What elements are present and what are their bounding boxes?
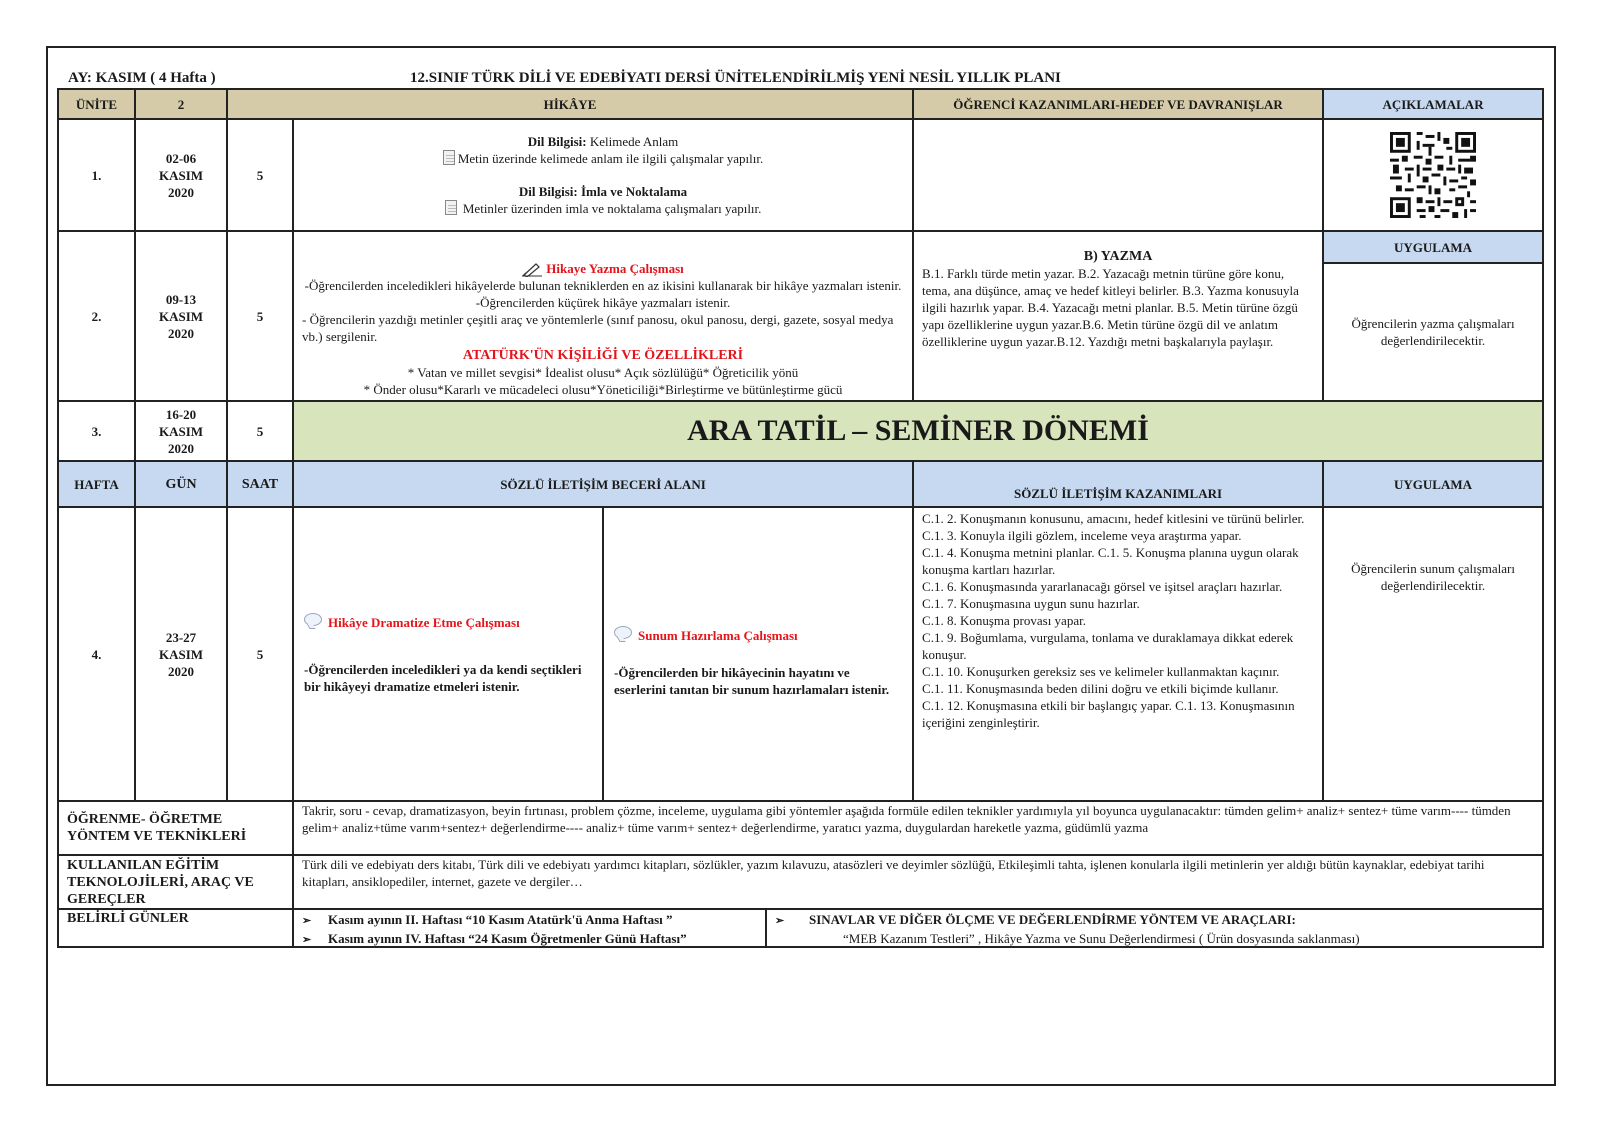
kazanim-item: C.1. 12. Konuşmasına etkili bir başlangıç yapar. C.1. 13. Konuşmasının içeriğini zenginleştirir.: [922, 698, 1295, 730]
arrow-bullet-icon: ➢: [302, 934, 312, 946]
week2-content: [293, 231, 913, 401]
date-month: KASIM: [158, 423, 204, 439]
week-hours: 5: [227, 231, 293, 401]
uygulama-note: Öğrencilerin yazma çalışmaları değerlendirilecektir.: [1323, 263, 1543, 401]
day-item: Kasım ayının IV. Haftası “24 Kasım Öğretmenler Günü Haftası”: [328, 931, 687, 946]
yearly-plan-table: [57, 88, 1544, 948]
exam-title: SINAVLAR VE DİĞER ÖLÇME VE DEĞERLENDİRME YÖNTEM VE ARAÇLARI:: [809, 912, 1296, 927]
speech-bubble-icon: [614, 626, 632, 639]
uygulama-header: UYGULAMA: [1323, 231, 1543, 263]
outcome-title: B) YAZMA: [1083, 249, 1153, 264]
days-row: [58, 909, 1543, 947]
kazanim-header: SÖZLÜ İLETİŞİM KAZANIMLARI: [913, 461, 1323, 507]
arrow-bullet-icon: ➢: [775, 915, 785, 927]
week-date: [135, 119, 227, 231]
kazanim-item: C.1. 2. Konuşmanın konusunu, amacını, hedef kitlesini ve türünü belirler.: [922, 511, 1305, 526]
ataturk-title: ATATÜRK'ÜN KİŞİLİĞİ VE ÖZELLİKLERİ: [462, 348, 744, 363]
activity-text: -Öğrencilerden bir hikâyecinin hayatını ve eserlerini tanıtan bir sunum hazırlamaları istenir.: [614, 665, 890, 697]
document-icon: [445, 200, 457, 215]
uygulama-note: Öğrencilerin sunum çalışmaları değerlendirilecektir.: [1323, 507, 1543, 801]
tools-row: [58, 855, 1543, 909]
week-hours: 5: [227, 401, 293, 461]
pen-icon: [522, 261, 544, 277]
week2-outcomes: [913, 231, 1323, 401]
activity-line: -Öğrencilerden küçürek hikâye yazmaları istenir.: [475, 295, 731, 310]
week-date: [135, 401, 227, 461]
kazanim-item: C.1. 4. Konuşma metnini planlar. C.1. 5. Konuşma planına uygun olarak konuşma kartları hazırlar.: [922, 545, 1299, 577]
month-label: AY: KASIM ( 4 Hafta ): [68, 70, 216, 86]
activity-line: -Öğrencilerden inceledikleri hikâyelerde bulunan tekniklerden en az ikisini kullanarak bir hikâye yazmaları istenir.: [304, 278, 902, 293]
date-year: 2020: [168, 440, 194, 456]
date-range: 09-13: [165, 291, 197, 307]
activity-line: - Öğrencilerin yazdığı metinler çeşitli araç ve yöntemlerle (sınıf panosu, okul panosu, dergi, gazete, sosyal medya vb.) sergilenir.: [302, 312, 894, 344]
exam-text: “MEB Kazanım Testleri” , Hikâye Yazma ve Sunu Değerlendirmesi ( Ürün dosyasında saklanması): [843, 931, 1360, 946]
hafta-header: HAFTA: [58, 461, 135, 507]
week-row-2: [58, 231, 1543, 263]
date-year: 2020: [168, 184, 194, 200]
date-range: 23-27: [165, 629, 197, 645]
grammar-topic: Kelimede Anlam: [589, 134, 679, 149]
week-row-1: [58, 119, 1543, 231]
tools-label: KULLANILAN EĞİTİM TEKNOLOJİLERİ, ARAÇ VE GEREÇLER: [58, 855, 293, 909]
activity-presentation: [603, 507, 913, 801]
theme-header: HİKÂYE: [227, 89, 913, 119]
unite-header: ÜNİTE: [58, 89, 135, 119]
week-date: [135, 231, 227, 401]
week-number: 2.: [58, 231, 135, 401]
date-range: 16-20: [165, 406, 197, 422]
date-range: 02-06: [165, 150, 197, 166]
kazanim-item: C.1. 7. Konuşmasına uygun sunu hazırlar.: [922, 596, 1140, 611]
date-month: KASIM: [158, 646, 204, 662]
date-month: KASIM: [158, 167, 204, 183]
kazanim-item: C.1. 11. Konuşmasında beden dilini doğru ve etkili biçimde kullanır.: [922, 681, 1279, 696]
column-header-row: [58, 89, 1543, 119]
qr-cell: [1323, 119, 1543, 231]
holiday-banner: ARA TATİL – SEMİNER DÖNEMİ: [293, 401, 1543, 461]
days-content: [293, 909, 1543, 947]
week-row-3: [58, 401, 1543, 461]
saat-header: SAAT: [227, 461, 293, 507]
sozlu-kazanimlar: [913, 507, 1323, 801]
methods-label: ÖĞRENME- ÖĞRETME YÖNTEM VE TEKNİKLERİ: [58, 801, 293, 855]
qr-code-icon: [1390, 132, 1476, 218]
outcome-text: B.1. Farklı türde metin yazar. B.2. Yazacağı metnin türüne göre konu, tema, ana düşünce, amaç ve hedef kitleyi belirler. B.3. Yazma konusuyla ilgili hazırlık yapar. B.4. Yazacağı metni planlar. B.5. Metin türüne özgü yapı özelliklerine uygun yazar.B.6. Metin türüne özgü dil ve anlatım özelliklerine uygun yazar.B.12. Yazdığı metni başkalarıyla paylaşır.: [922, 266, 1299, 349]
week1-content: [293, 119, 913, 231]
uygulama-header: UYGULAMA: [1323, 461, 1543, 507]
date-year: 2020: [168, 663, 194, 679]
week-row-4: [58, 507, 1543, 801]
week-number: 4.: [58, 507, 135, 801]
activity-title: Sunum Hazırlama Çalışması: [638, 628, 798, 643]
exams: [767, 910, 1542, 946]
gun-header: GÜN: [135, 461, 227, 507]
alan-header: SÖZLÜ İLETİŞİM BECERİ ALANI: [293, 461, 913, 507]
outcomes-header: ÖĞRENCİ KAZANIMLARI-HEDEF VE DAVRANIŞLAR: [913, 89, 1323, 119]
grammar-activity-2: Metinler üzerinden imla ve noktalama çalışmaları yapılır.: [462, 201, 762, 216]
unite-number: 2: [135, 89, 227, 119]
grammar-activity: Metin üzerinde kelimede anlam ile ilgili çalışmalar yapılır.: [457, 151, 764, 166]
kazanim-item: C.1. 3. Konuyla ilgili gözlem, inceleme veya araştırma yapar.: [922, 528, 1242, 543]
notes-header: AÇIKLAMALAR: [1323, 89, 1543, 119]
ataturk-line: * Önder olusu*Kararlı ve mücadeleci olusu*Yöneticiliği*Birleştirme ve bütünleştirme gücü: [363, 382, 843, 397]
week-number: 1.: [58, 119, 135, 231]
week-number: 3.: [58, 401, 135, 461]
methods-text: Takrir, soru - cevap, dramatizasyon, beyin fırtınası, problem çözme, inceleme, uygulama gibi yöntemler aşağıda formüle edilen teknikler yardımıyla yıl boyunca uygulanacaktır: tümden gelim+ analiz+ sentez+ tüme varım---- tümden gelim+ analiz+tüme varım+sentez+ değerlendirme---- analiz+ tüme varım+ sentez+ değerlendirme, yaratıcı yazma, duygulardan hareketle yazma, güdümlü yazma: [293, 801, 1543, 855]
activity-text: -Öğrencilerden inceledikleri ya da kendi seçtikleri bir hikâyeyi dramatize etmeleri istenir.: [304, 662, 582, 694]
activity-title: Hikâye Dramatize Etme Çalışması: [328, 615, 520, 630]
document-icon: [443, 150, 455, 165]
kazanim-item: C.1. 9. Boğumlama, vurgulama, tonlama ve duraklamaya dikkat ederek konuşur.: [922, 630, 1294, 662]
ataturk-line: * Vatan ve millet sevgisi* İdealist olusu* Açık sözlülüğü* Öğreticilik yönü: [407, 365, 799, 380]
days-label: BELİRLİ GÜNLER: [58, 909, 293, 947]
kazanim-item: C.1. 10. Konuşurken gereksiz ses ve kelimeler kullanmaktan kaçınır.: [922, 664, 1280, 679]
sozlu-header-row: [58, 461, 1543, 507]
kazanim-item: C.1. 6. Konuşmasında yararlanacağı görsel ve işitsel araçları hazırlar.: [922, 579, 1283, 594]
week1-outcomes: [913, 119, 1323, 231]
week-hours: 5: [227, 119, 293, 231]
grammar-label-2: Dil Bilgisi: İmla ve Noktalama: [518, 184, 688, 199]
activity-title: Hikaye Yazma Çalışması: [546, 261, 684, 276]
date-month: KASIM: [158, 308, 204, 324]
arrow-bullet-icon: ➢: [302, 915, 312, 927]
speech-bubble-icon: [304, 613, 322, 626]
methods-row: [58, 801, 1543, 855]
week-date: [135, 507, 227, 801]
kazanim-item: C.1. 8. Konuşma provası yapar.: [922, 613, 1086, 628]
tools-text: Türk dili ve edebiyatı ders kitabı, Türk dili ve edebiyatı yardımcı kitapları, sözlükler, yazım kılavuzu, atasözleri ve deyimler sözlüğü, Etkileşimli tahta, işlenen konularla ilgili metinlerin yer aldığı bütün kaynaklar, edebiyat tarihi kitapları, ansiklopediler, internet, gazete ve dergiler…: [293, 855, 1543, 909]
grammar-label: Dil Bilgisi:: [527, 134, 587, 149]
week-hours: 5: [227, 507, 293, 801]
day-item: Kasım ayının II. Haftası “10 Kasım Atatürk'ü Anma Haftası ”: [328, 912, 673, 927]
page-title: 12.SINIF TÜRK DİLİ VE EDEBİYATI DERSİ ÜNİTELENDİRİLMİŞ YENİ NESİL YILLIK PLANI: [410, 70, 1061, 86]
activity-dramatize: [293, 507, 603, 801]
date-year: 2020: [168, 325, 194, 341]
days-list: [294, 910, 767, 946]
